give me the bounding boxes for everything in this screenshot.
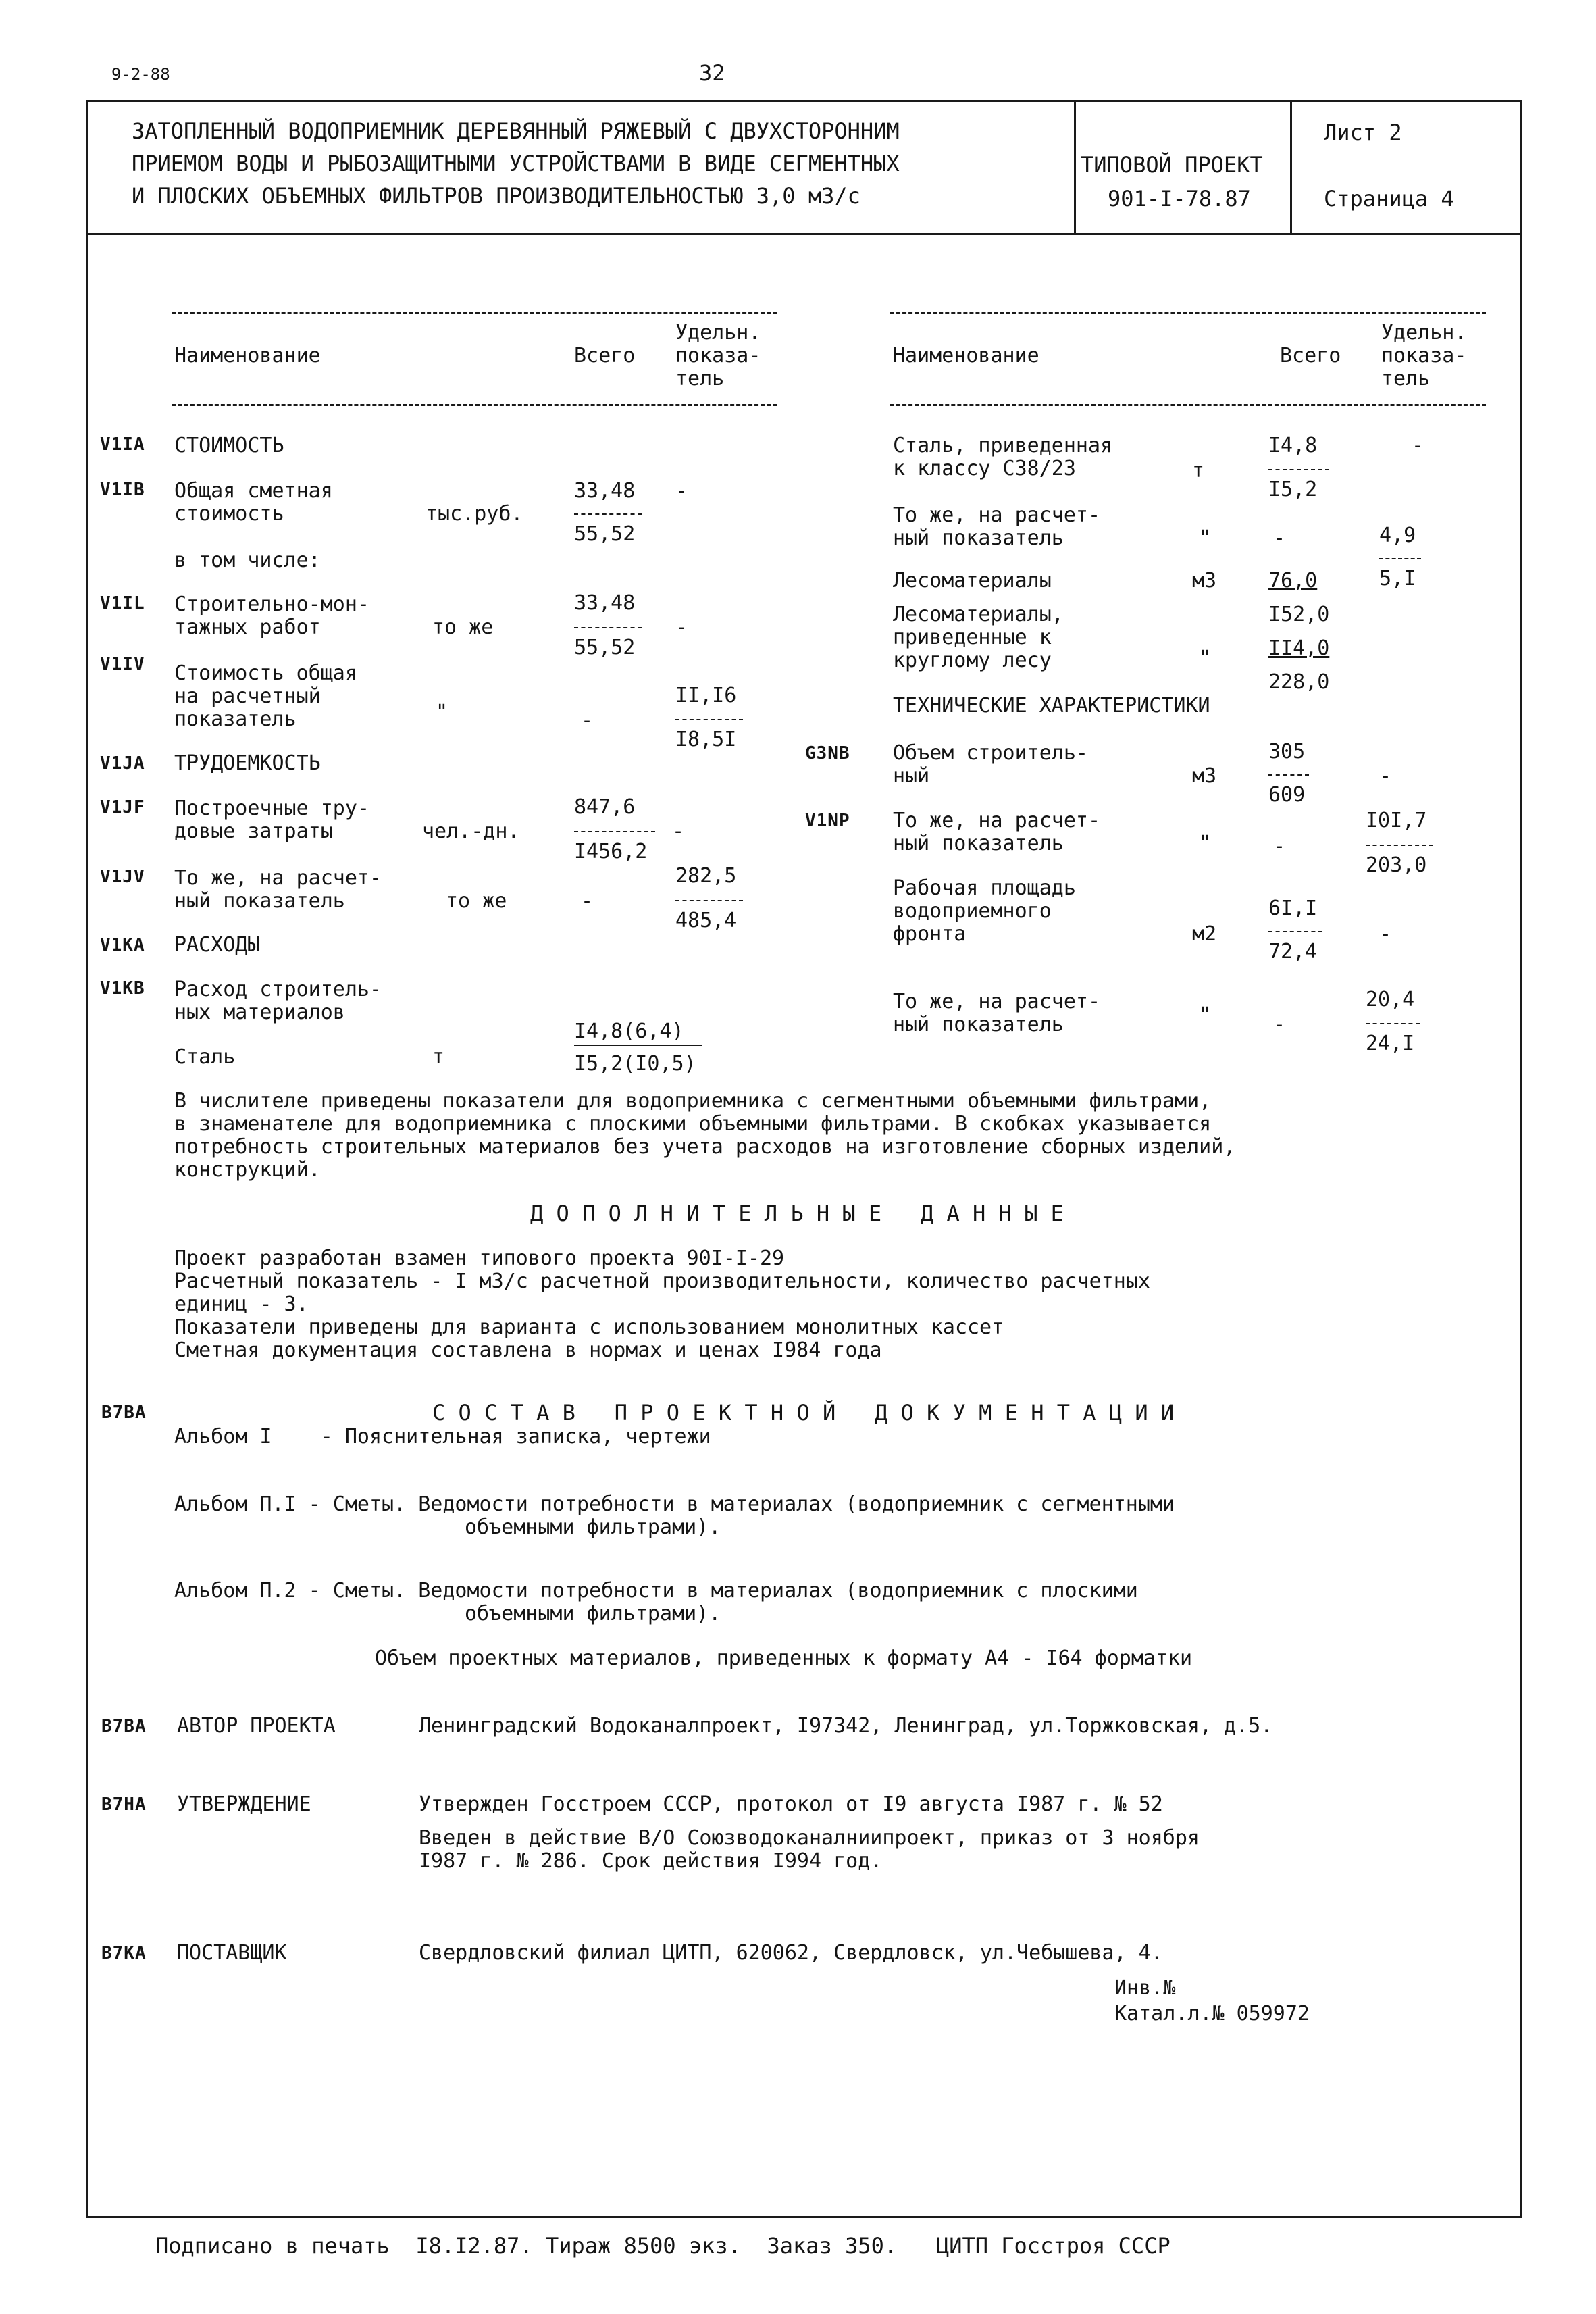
- row-code: V1JA: [100, 753, 145, 774]
- row-numerator: II,I6: [675, 684, 737, 707]
- inventory-number: Инв.№: [1114, 1976, 1176, 2000]
- album-1: Альбом I - Пояснительная записка, чертежи: [174, 1425, 711, 1449]
- row-code: V1IV: [100, 654, 145, 674]
- approval-line: I987 г. № 286. Срок действия I994 год.: [419, 1849, 883, 1873]
- row-name: фронта: [893, 922, 967, 946]
- row-specific: -: [1412, 434, 1424, 457]
- row-name: ный показатель: [893, 1013, 1064, 1036]
- row-name: Лесоматериалы: [893, 569, 1052, 593]
- row-denominator: I5,2(I0,5): [574, 1052, 696, 1076]
- row-name: ный: [893, 764, 930, 788]
- row-code: V1NP: [805, 811, 850, 831]
- right-col-spec-header-1: Удельн.: [1381, 321, 1467, 345]
- row-numerator: 305: [1268, 740, 1306, 763]
- fraction-bar: [675, 900, 743, 901]
- row-denominator: 72,4: [1268, 940, 1318, 963]
- left-table-top-rule: [172, 312, 777, 314]
- row-numerator: 282,5: [675, 864, 737, 888]
- additional-line: Показатели приведены для варианта с использованием монолитных кассет: [174, 1315, 1004, 1339]
- row-denominator: 24,I: [1366, 1032, 1415, 1055]
- row-denominator: 5,I: [1379, 567, 1416, 590]
- row-name: Лесоматериалы,: [893, 603, 1064, 626]
- additional-line: Сметная документация составлена в нормах и ценах I984 года: [174, 1338, 882, 1362]
- approval-label: УТВЕРЖДЕНИЕ: [177, 1792, 311, 1816]
- row-name: Строительно-мон-: [174, 593, 369, 616]
- row-name: ный показатель: [893, 526, 1064, 550]
- fraction-bar: [1268, 931, 1322, 932]
- row-denominator: I5,2: [1268, 478, 1318, 501]
- row-name: тажных работ: [174, 615, 321, 639]
- header-divider-2: [1290, 100, 1292, 234]
- row-denominator: 55,52: [574, 636, 636, 659]
- row-code: G3NB: [805, 743, 850, 763]
- row-denominator: 609: [1268, 783, 1306, 807]
- row-name: То же, на расчет-: [893, 809, 1101, 832]
- row-total: -: [581, 889, 594, 913]
- row-name: РАСХОДЫ: [174, 933, 260, 957]
- row-unit: ": [1199, 647, 1212, 670]
- row-name: водоприемного: [893, 899, 1052, 923]
- album-2: Альбом П.I - Сметы. Ведомости потребности в материалах (водоприемник с сегментными: [174, 1492, 1175, 1516]
- row-numerator: 20,4: [1366, 988, 1415, 1011]
- right-col-name-header: Наименование: [893, 344, 1039, 368]
- row-name: То же, на расчет-: [174, 866, 382, 890]
- row-name: Рабочая площадь: [893, 876, 1076, 900]
- right-table-top-rule: [890, 312, 1486, 314]
- row-name: приведенные к: [893, 626, 1052, 649]
- header-title-line-3: И ПЛОСКИХ ОБЪЕМНЫХ ФИЛЬТРОВ ПРОИЗВОДИТЕЛЬНОСТЬЮ 3,0 м3/с: [132, 183, 860, 209]
- catalog-number: Катал.л.№ 059972: [1114, 2002, 1310, 2026]
- row-specific: -: [675, 615, 688, 639]
- row-numerator: 33,48: [574, 591, 636, 615]
- fraction-bar: [1366, 1023, 1420, 1024]
- fraction-bar: [574, 1045, 702, 1046]
- approval-line: Утвержден Госстроем СССР, протокол от I9 августа I987 г. № 52: [419, 1792, 1163, 1816]
- row-unit: т: [1192, 459, 1205, 482]
- row-total: -: [581, 709, 594, 732]
- fraction-bar: [1366, 845, 1433, 846]
- row-specific: -: [1379, 764, 1392, 788]
- row-name: на расчетный: [174, 684, 321, 708]
- row-numerator: 847,6: [574, 795, 636, 819]
- row-name: Сталь, приведенная: [893, 434, 1113, 457]
- row-name: круглому лесу: [893, 649, 1052, 672]
- header-title-line-1: ЗАТОПЛЕННЫЙ ВОДОПРИЕМНИК ДЕРЕВЯННЫЙ РЯЖЕВЫЙ С ДВУХСТОРОННИМ: [132, 118, 900, 144]
- sheet-number: Лист 2: [1324, 120, 1402, 145]
- row-specific: -: [672, 820, 685, 843]
- album-3-cont: объемными фильтрами).: [465, 1602, 721, 1626]
- composition-title: С О С Т А В П Р О Е К Т Н О Й Д О К У М Е Н Т А Ц И И: [432, 1400, 1175, 1426]
- page-number: 32: [699, 60, 725, 86]
- row-name: СТОИМОСТЬ: [174, 434, 284, 457]
- fraction-bar: [675, 719, 743, 720]
- supplier-text: Свердловский филиал ЦИТП, 620062, Свердловск, ул.Чебышева, 4.: [419, 1941, 1163, 1965]
- composition-code: B7BA: [101, 1403, 147, 1423]
- note-line: конструкций.: [174, 1158, 321, 1182]
- approval-code: B7HA: [101, 1794, 147, 1815]
- supplier-code: B7KA: [101, 1943, 147, 1963]
- row-specific: -: [1379, 922, 1392, 946]
- right-col-spec-header-3: тель: [1381, 367, 1431, 391]
- row-unit: ": [436, 701, 448, 724]
- row-numerator: I0I,7: [1366, 809, 1427, 832]
- row-name: Стоимость общая: [174, 661, 357, 685]
- header-bottom-rule: [86, 233, 1522, 235]
- right-col-spec-header-2: показа-: [1381, 344, 1467, 368]
- right-col-total-header: Всего: [1280, 344, 1341, 368]
- row-numerator: 33,48: [574, 479, 636, 503]
- row-total: -: [1273, 1013, 1286, 1036]
- row-denominator: 203,0: [1366, 853, 1427, 877]
- row-unit: то же: [432, 615, 494, 639]
- header-title-line-2: ПРИЕМОМ ВОДЫ И РЫБОЗАЩИТНЫМИ УСТРОЙСТВАМИ В ВИДЕ СЕГМЕНТНЫХ: [132, 151, 900, 176]
- row-denominator: I52,0: [1268, 603, 1330, 626]
- row-name: Построечные тру-: [174, 797, 369, 820]
- row-name: довые затраты: [174, 820, 333, 843]
- album-2-cont: объемными фильтрами).: [465, 1515, 721, 1539]
- left-col-name-header: Наименование: [174, 344, 321, 368]
- row-name: к классу С38/23: [893, 457, 1076, 480]
- header-divider-1: [1074, 100, 1076, 234]
- project-number: 901-I-78.87: [1108, 186, 1251, 211]
- row-denominator: 55,52: [574, 522, 636, 546]
- row-numerator: II4,0: [1268, 636, 1330, 660]
- additional-title: Д О П О Л Н И Т Е Л Ь Н Ы Е Д А Н Н Ы Е: [530, 1201, 1064, 1226]
- fraction-bar: [574, 831, 655, 832]
- supplier-label: ПОСТАВЩИК: [177, 1941, 287, 1965]
- row-name: ТРУДОЕМКОСТЬ: [174, 751, 321, 775]
- row-denominator: I8,5I: [675, 728, 737, 751]
- additional-line: Проект разработан взамен типового проекта 90I-I-29: [174, 1247, 785, 1270]
- top-left-code: 9-2-88: [111, 65, 170, 84]
- fraction-bar: [1379, 558, 1421, 559]
- note-line: в знаменателе для водоприемника с плоскими объемными фильтрами. В скобках указывается: [174, 1112, 1212, 1136]
- row-name: ных материалов: [174, 1001, 345, 1024]
- row-unit: ": [1199, 526, 1212, 550]
- row-total: -: [1273, 526, 1286, 550]
- fraction-bar: [1268, 774, 1309, 776]
- row-unit: ": [1199, 832, 1212, 855]
- fraction-bar: [1268, 469, 1329, 470]
- documents-volume: Объем проектных материалов, приведенных к формату А4 - I64 форматки: [375, 1646, 1193, 1670]
- row-numerator: 4,9: [1379, 524, 1416, 547]
- fraction-bar: [574, 627, 642, 628]
- row-name: То же, на расчет-: [893, 503, 1101, 527]
- row-name: в том числе:: [174, 549, 321, 572]
- right-table-head-rule: [890, 404, 1486, 406]
- additional-line: единиц - 3.: [174, 1292, 309, 1316]
- author-code: B7BA: [101, 1716, 147, 1736]
- row-code: V1JF: [100, 797, 145, 818]
- row-unit: м3: [1192, 569, 1217, 593]
- row-unit: т: [432, 1045, 445, 1069]
- album-3: Альбом П.2 - Сметы. Ведомости потребности в материалах (водоприемник с плоскими: [174, 1579, 1138, 1603]
- fraction-bar: [574, 513, 642, 515]
- section-title: ТЕХНИЧЕСКИЕ ХАРАКТЕРИСТИКИ: [893, 694, 1210, 718]
- left-col-spec-header-3: тель: [675, 367, 725, 391]
- row-unit: тыс.руб.: [426, 502, 523, 526]
- row-code: V1IB: [100, 480, 145, 500]
- row-code: V1JV: [100, 867, 145, 887]
- row-name: ный показатель: [174, 889, 345, 913]
- row-numerator: I4,8: [1268, 434, 1318, 457]
- row-name: Общая сметная: [174, 479, 333, 503]
- row-specific: -: [675, 479, 688, 503]
- row-numerator: 76,0: [1268, 569, 1318, 593]
- author-label: АВТОР ПРОЕКТА: [177, 1714, 336, 1738]
- left-table-head-rule: [172, 404, 777, 406]
- row-unit: ": [1199, 1003, 1212, 1027]
- row-code: V1IL: [100, 593, 145, 613]
- row-name: Объем строитель-: [893, 741, 1088, 765]
- row-denominator: I456,2: [574, 840, 648, 863]
- row-code: V1KA: [100, 935, 145, 955]
- row-total: -: [1273, 834, 1286, 858]
- row-numerator: I4,8(6,4): [574, 1020, 684, 1043]
- row-name: Расход строитель-: [174, 978, 382, 1001]
- additional-line: Расчетный показатель - I м3/с расчетной производительности, количество расчетных: [174, 1269, 1150, 1293]
- page-label: Страница 4: [1324, 186, 1454, 211]
- note-line: В числителе приведены показатели для водоприемника с сегментными объемными фильтрами,: [174, 1089, 1212, 1113]
- row-numerator: 6I,I: [1268, 897, 1318, 920]
- row-code: V1IA: [100, 434, 145, 455]
- author-text: Ленинградский Водоканалпроект, I97342, Ленинград, ул.Торжковская, д.5.: [419, 1714, 1273, 1738]
- row-name: Сталь: [174, 1045, 236, 1069]
- note-line: потребность строительных материалов без учета расходов на изготовление сборных изделий,: [174, 1135, 1236, 1159]
- row-unit: чел.-дн.: [422, 820, 520, 843]
- row-name: стоимость: [174, 502, 284, 526]
- row-name: То же, на расчет-: [893, 990, 1101, 1013]
- left-col-total-header: Всего: [574, 344, 636, 368]
- row-unit: м2: [1192, 922, 1217, 946]
- row-name: ный показатель: [893, 832, 1064, 855]
- row-code: V1KB: [100, 978, 145, 999]
- row-unit: то же: [446, 889, 507, 913]
- project-label: ТИПОВОЙ ПРОЕКТ: [1081, 152, 1263, 178]
- approval-line: Введен в действие В/О Союзводоканалниипроект, приказ от 3 ноября: [419, 1826, 1200, 1850]
- row-unit: м3: [1192, 764, 1217, 788]
- row-name: показатель: [174, 707, 297, 731]
- row-denominator: 485,4: [675, 909, 737, 932]
- left-col-spec-header-2: показа-: [675, 344, 761, 368]
- left-col-spec-header-1: Удельн.: [675, 321, 761, 345]
- row-denominator: 228,0: [1268, 670, 1330, 694]
- print-footer: Подписано в печать I8.I2.87. Тираж 8500 экз. Заказ 350. ЦИТП Госстроя СССР: [155, 2233, 1170, 2259]
